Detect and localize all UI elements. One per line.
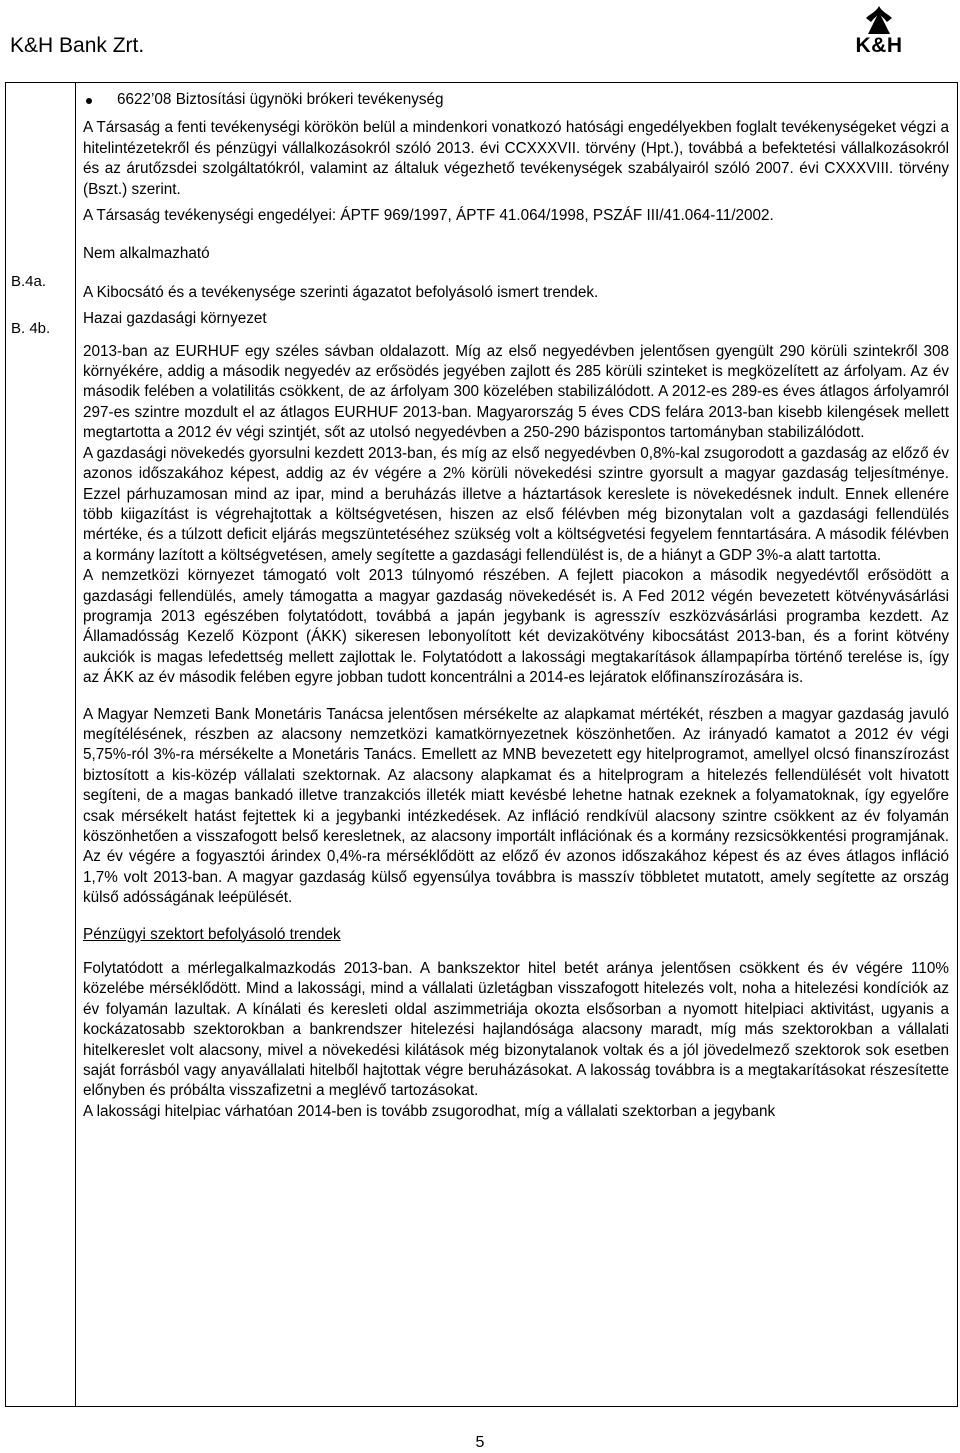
column-divider	[75, 82, 76, 1407]
page-header	[0, 0, 960, 62]
financial-sector-heading: Pénzügyi szektort befolyásoló trendek	[83, 925, 341, 943]
licenses-paragraph: A Társaság tevékenységi engedélyei: ÁPTF 969/1997, ÁPTF 41.064/1998, PSZÁF III/41.064-11/2002.	[83, 207, 774, 225]
domestic-economy-heading: Hazai gazdasági környezet	[83, 310, 267, 328]
economy-paragraph-4: A Magyar Nemzeti Bank Monetáris Tanácsa jelentősen mérsékelte az alapkamat mértékét, részben a magyar gazdaság javuló megítélésének, részben az alacsony nemzetközi kamatkörnyezetnek köszönhetően. Az irányadó kamatot a 2012 év végi 5,75%-ról 3%-ra mérsékelte a Monetáris Tanács. Emellett az MNB bevezetett egy hitelprogramot, amellyel olcsó finanszírozást biztosított a kis-közép vállalati szektornak. Az alacsony alapkamat és a hitelprogram a hitelezés fellendülését volt hivatott segíteni, de a magas bankadó illetve tranzakciós illeték miatt kevésbé lehetne hatnak ezeknek a folyamatoknak, így egyelőre csak mérsékelt hatást fejtettek ki a jegybanki intézkedések. Az infláció rendkívül alacsony szintre csökkent az év folyamán köszönhetően a visszafogott belső keresletnek, az alacsony importált inflációnak és a kormány rezsicsökkentési programjának. Az év végére a fogyasztói árindex 0,4%-ra mérséklődött az előző év azonos időszakához képest és az éves átlagos infláció 1,7% volt 2013-ban. A magyar gazdaság külső egyensúlya továbbra is masszív többletet mutatott, amely segítette az ország külső adósságának leépülését.	[83, 705, 949, 907]
kh-logo	[842, 4, 916, 60]
activity-bullet-item	[83, 90, 949, 110]
economy-paragraph-3: A nemzetközi környezet támogató volt 2013 túlnyomó részében. A fejlett piacokon a második negyedévtől erősödött a gazdasági fellendülés, amely támogatta a magyar gazdaság növekedését is. A Fed 2012 végén bevezetett kötvényvásárlási programja 2013 egészében folytatódott, továbbá a japán jegybank is agresszív eszközvásárlási programba kezdett. Az Államadósság Kezelő Központ (ÁKK) sikeresen lebonyolított két devizakötvény kibocsátást 2013-ban, és a forint kötvény aukciók is magas lefedettség mellett zajlottak le. Folytatódott a lakossági megtakarítások állampapírba történő terelése is, így az ÁKK az év második felében egyre jobban tudott koncentrálni a 2014-es lejáratok előfinanszírozására is.	[83, 567, 949, 687]
financial-paragraph-1: Folytatódott a mérlegalkalmazkodás 2013-ban. A bankszektor hitel betét aránya jelentősen csökkent és év végére 110% közelébe mérséklődött. Mind a lakossági, mind a vállalati üzletágban visszafogott hitelezés volt, noha a hitelezési kondíciók az év folyamán lazultak. A kínálati és keresleti oldal aszimmetriája okozta elsősorban a nyomott hitelpiaci aktivitást, ugyanis a kockázatosabb szektorokban a bankrendszer hitelezési hajlandósága alacsony maradt, míg más szektorokban a vállalati hitelkereslet volt alacsony, mivel a növekedési kilátások még bizonytalanok voltak és a jól jövedelmező szektorok sok esetben saját forrásból vagy anyavállalati hitelből hajtottak végre beruházásokat. A lakosság továbbra is a megtakarításokat részesítette előnyben és próbálta visszafizetni a meglévő tartozásokat.	[83, 960, 949, 1100]
row-label-b4b: B. 4b.	[11, 320, 51, 337]
company-name: K&H Bank Zrt.	[10, 34, 145, 57]
logo-lettering: K&H	[855, 34, 903, 57]
economy-paragraph-1: 2013-ban az EURHUF egy széles sávban oldalazott. Míg az első negyedévben jelentősen gyengült 290 körüli szintekről 308 környékére, addig a második negyedév az erősödés jegyében zajlott és 285 körüli szinteket is megközelített az árfolyam. Az év második felében a volatilitás csökkent, de az árfolyam 300 közelében stabilizálódott. A 2012-es 289-es éves átlagos árfolyamról 297-es szintre mozdult el az átlagos EURHUF 2013-ban. Magyarország 5 éves CDS felára 2013-ban kisebb kilengések mellett megtartotta a 2012 év végi szintjét, sőt az utolsó negyedévben a 250-290 bázispontos tartományban stabilizálódott.	[83, 342, 949, 442]
kh-logo-mark-icon	[842, 4, 916, 36]
row-label-b4a: B.4a.	[11, 273, 47, 290]
main-content	[83, 90, 949, 1122]
bullet-dot-icon	[86, 98, 92, 104]
page-number: 5	[475, 1434, 485, 1451]
activity-intro-paragraph: A Társaság a fenti tevékenységi körökön belül a mindenkori vonatkozó hatósági engedélyekben foglalt tevékenységeket végzi a hitelintézetekről és pénzügyi vállalkozásokról szóló 2013. évi CCXXXVII. törvény (Hpt.), továbbá a befektetési vállalkozásokról és az árutőzsdei szolgáltatókról, valamint az általuk végezhető tevékenységek szabályairól szóló 2007. évi CXXXVIII. törvény (Bszt.) szerint.	[83, 119, 949, 198]
economy-paragraph-2: A gazdasági növekedés gyorsulni kezdett 2013-ban, és míg az első negyedévben 0,8%-kal zsugorodott a gazdaság az előző év azonos időszakához képest, addig az év végére a 2% körüli növekedési szintre gyorsult a magyar gazdaság teljesítménye. Ezzel párhuzamosan mind az ipar, mind a beruházás illetve a háztartások kereslete is növekedésnek indult. Ennek ellenére több kiigazítást is végrehajtottak a költségvetésen, hiszen az első félévben még bizonytalan volt a gazdasági fellendülés mértéke, és a túlzott deficit eljárás megszüntetéséhez szükség volt a költségvetési fegyelem fenntartására. A második félévben a kormány lazított a költségvetésen, amely segítette a gazdasági fellendülést is, de a hiányt a GDP 3%-a alatt tartotta.	[83, 444, 949, 564]
bullet-text: 6622’08 Biztosítási ügynöki brókeri tevékenység	[117, 91, 444, 108]
financial-paragraph-2: A lakossági hitelpiac várhatóan 2014-ben is tovább zsugorodhat, míg a vállalati szektorban a jegybank	[83, 1102, 776, 1120]
b4a-text: Nem alkalmazható	[83, 245, 210, 263]
b4b-heading: A Kibocsátó és a tevékenysége szerinti ágazatot befolyásoló ismert trendek.	[83, 283, 599, 301]
